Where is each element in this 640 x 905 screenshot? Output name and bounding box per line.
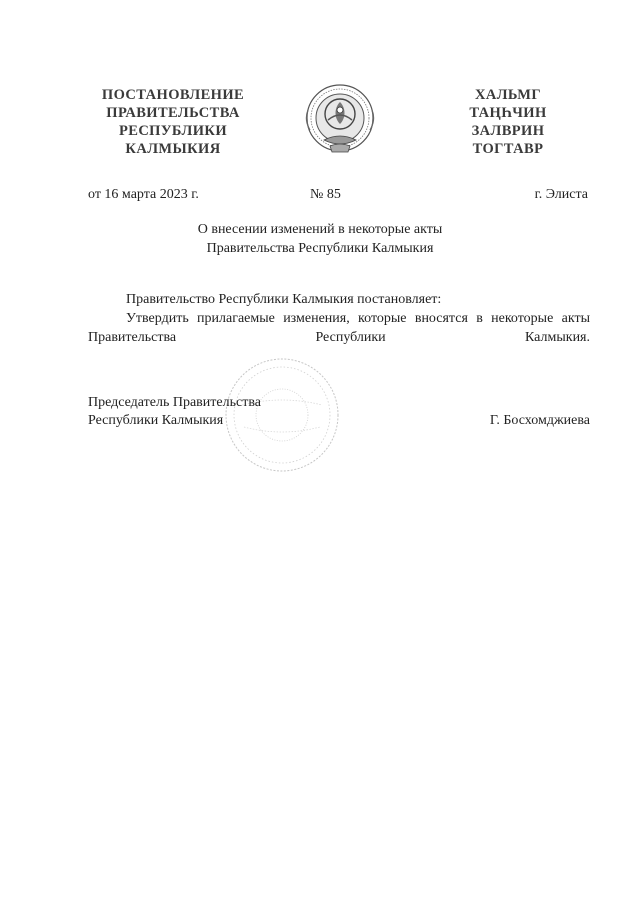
decree-title-line1: О внесении изменений в некоторые акты <box>197 222 443 237</box>
header-left-line: ПРАВИТЕЛЬСТВА <box>106 105 240 121</box>
header-right-line: ТАҢҺЧИН <box>469 105 547 121</box>
header-right-line: ХАЛЬМГ <box>474 87 542 103</box>
official-stamp-icon <box>222 355 342 475</box>
header-left-line: КАЛМЫКИЯ <box>125 141 221 157</box>
signature-position-line2: Республики Калмыкия <box>88 413 224 428</box>
decree-number: № 85 <box>310 187 341 202</box>
decree-date: от 16 марта 2023 г. <box>88 187 199 202</box>
signature-position-line1: Председатель Правительства <box>88 395 261 410</box>
header-right-line: ТОГТАВР <box>472 141 544 157</box>
header-left <box>88 86 258 158</box>
coat-of-arms-icon <box>300 80 380 160</box>
header-left-line: ПОСТАНОВЛЕНИЕ <box>101 87 245 103</box>
decree-title-line2: Правительства Республики Калмыкия <box>206 241 434 256</box>
signer-name: Г. Босхомджиева <box>489 413 590 428</box>
intro-paragraph: Правительство Республики Калмыкия постановляет: <box>126 292 442 307</box>
header-right <box>452 86 564 158</box>
decree-city: г. Элиста <box>534 187 588 202</box>
decree-paragraph: Утвердить прилагаемые изменения, которые вносятся в некоторые акты Правительства Республики Калмыкия. <box>88 311 590 345</box>
header-left-line: РЕСПУБЛИКИ <box>118 123 228 139</box>
header-right-line: ЗАЛВРИН <box>471 123 545 139</box>
